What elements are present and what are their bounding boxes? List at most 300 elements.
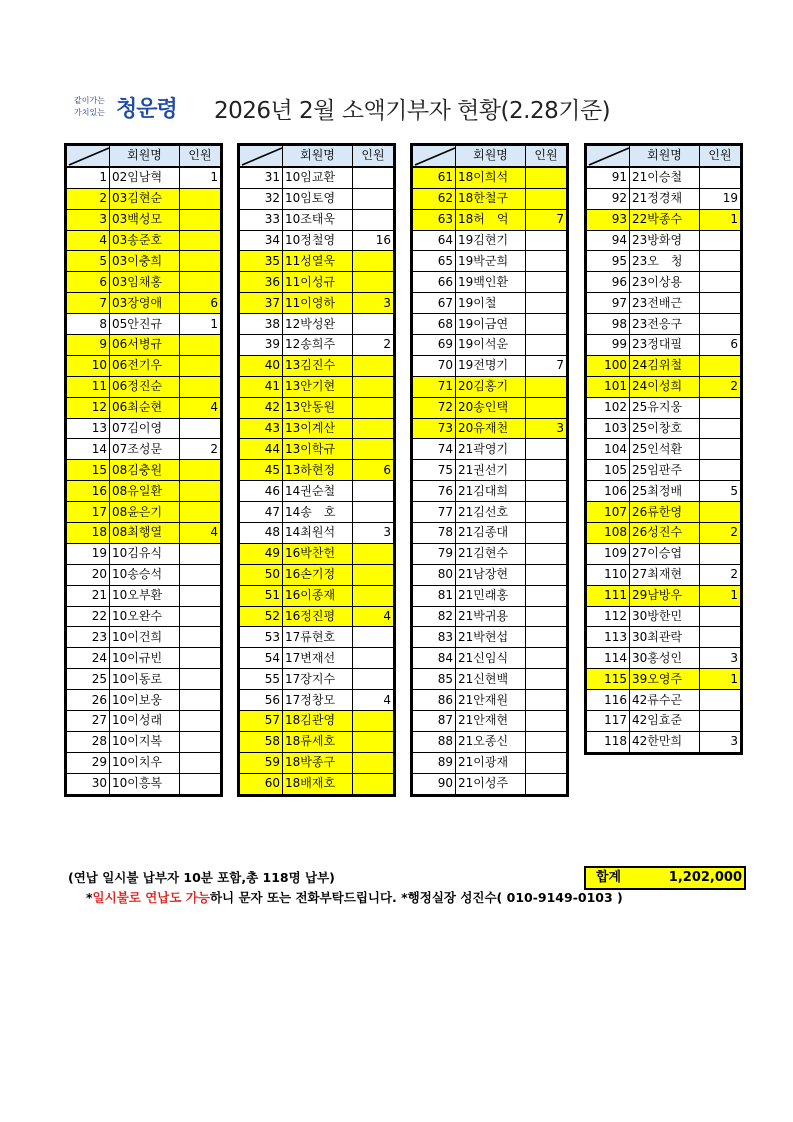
member-name: 21박귀용	[456, 606, 526, 627]
table-row	[66, 669, 222, 690]
row-number: 1	[66, 167, 110, 188]
member-count	[180, 606, 222, 627]
row-number: 60	[239, 773, 283, 795]
member-name: 30방한민	[630, 606, 700, 627]
row-number: 57	[239, 711, 283, 732]
row-number: 18	[66, 523, 110, 544]
member-count	[180, 418, 222, 439]
member-count	[180, 481, 222, 502]
member-name: 25최정배	[630, 481, 700, 502]
member-count	[353, 439, 395, 460]
row-number: 115	[586, 669, 630, 690]
member-count: 1	[180, 167, 222, 188]
member-name: 13하현정	[283, 460, 353, 481]
row-number: 81	[412, 585, 456, 606]
member-name: 05안진규	[110, 314, 180, 335]
row-number: 48	[239, 523, 283, 544]
table-row	[239, 293, 395, 314]
row-number: 17	[66, 502, 110, 523]
member-count: 5	[700, 481, 742, 502]
member-name: 06정진순	[110, 376, 180, 397]
member-count	[180, 209, 222, 230]
row-number: 89	[412, 752, 456, 773]
row-number: 7	[66, 293, 110, 314]
member-count	[526, 335, 568, 356]
table-row	[412, 376, 568, 397]
row-number: 116	[586, 690, 630, 711]
row-number: 108	[586, 523, 630, 544]
row-number: 80	[412, 564, 456, 585]
member-count	[353, 711, 395, 732]
member-name: 14송 호	[283, 502, 353, 523]
row-number: 9	[66, 335, 110, 356]
table-row	[412, 188, 568, 209]
row-number: 83	[412, 627, 456, 648]
table-row	[66, 314, 222, 335]
member-count	[353, 209, 395, 230]
logo-tagline-1: 같이가는	[74, 96, 105, 105]
member-count	[700, 502, 742, 523]
row-number: 97	[586, 293, 630, 314]
table-row	[586, 648, 742, 669]
member-count: 16	[353, 230, 395, 251]
table-row	[66, 606, 222, 627]
row-number: 91	[586, 167, 630, 188]
row-number: 100	[586, 355, 630, 376]
table-row	[412, 564, 568, 585]
member-name: 21이성주	[456, 773, 526, 795]
member-count	[180, 690, 222, 711]
member-count	[700, 439, 742, 460]
table-row	[586, 460, 742, 481]
table-row	[66, 773, 222, 795]
member-count	[180, 251, 222, 272]
member-name: 11이성규	[283, 272, 353, 293]
member-name: 16정진평	[283, 606, 353, 627]
table-row	[239, 230, 395, 251]
table-row	[412, 439, 568, 460]
member-name: 21정경채	[630, 188, 700, 209]
member-count	[180, 460, 222, 481]
member-name: 13이계산	[283, 418, 353, 439]
table-row	[586, 690, 742, 711]
member-name: 42한만희	[630, 731, 700, 753]
member-count	[526, 585, 568, 606]
member-count: 3	[700, 648, 742, 669]
member-count	[180, 230, 222, 251]
member-name: 10조태욱	[283, 209, 353, 230]
table-row	[412, 314, 568, 335]
row-number: 88	[412, 731, 456, 752]
header-corner-cell	[239, 145, 283, 167]
member-count: 4	[353, 690, 395, 711]
member-name: 21남장현	[456, 564, 526, 585]
table-row	[239, 188, 395, 209]
row-number: 3	[66, 209, 110, 230]
member-name: 16이종재	[283, 585, 353, 606]
row-number: 86	[412, 690, 456, 711]
table-row	[239, 167, 395, 188]
member-count	[526, 439, 568, 460]
member-name: 08최행열	[110, 523, 180, 544]
member-count	[700, 460, 742, 481]
table-row	[586, 523, 742, 544]
member-name: 20유재천	[456, 418, 526, 439]
member-count: 4	[180, 397, 222, 418]
table-row	[412, 209, 568, 230]
member-name: 23오 청	[630, 251, 700, 272]
table-row	[586, 397, 742, 418]
row-number: 23	[66, 627, 110, 648]
member-count	[526, 606, 568, 627]
row-number: 84	[412, 648, 456, 669]
row-number: 71	[412, 376, 456, 397]
member-count	[180, 752, 222, 773]
table-row	[66, 397, 222, 418]
table-row	[66, 272, 222, 293]
row-number: 37	[239, 293, 283, 314]
member-name: 20김홍기	[456, 376, 526, 397]
member-count	[353, 773, 395, 795]
member-count: 1	[700, 209, 742, 230]
row-number: 70	[412, 355, 456, 376]
table-row	[586, 376, 742, 397]
row-number: 33	[239, 209, 283, 230]
donor-table-2	[237, 143, 396, 797]
member-name: 18김관영	[283, 711, 353, 732]
member-name: 17류현호	[283, 627, 353, 648]
table-row	[66, 690, 222, 711]
table-row	[586, 481, 742, 502]
table-row	[586, 502, 742, 523]
member-count: 3	[526, 418, 568, 439]
total-value: 1,202,000	[631, 866, 746, 890]
member-name: 26성진수	[630, 523, 700, 544]
table-row	[586, 731, 742, 753]
member-count	[353, 585, 395, 606]
member-count	[526, 167, 568, 188]
table-row	[412, 418, 568, 439]
member-name: 21신현백	[456, 669, 526, 690]
member-name: 18허 억	[456, 209, 526, 230]
member-name: 25임판주	[630, 460, 700, 481]
member-count: 1	[700, 669, 742, 690]
table-row	[66, 355, 222, 376]
member-name: 10이보웅	[110, 690, 180, 711]
row-number: 99	[586, 335, 630, 356]
member-name: 21곽영기	[456, 439, 526, 460]
row-number: 55	[239, 669, 283, 690]
member-count	[700, 418, 742, 439]
member-name: 14권순철	[283, 481, 353, 502]
member-count	[700, 690, 742, 711]
table-row	[239, 669, 395, 690]
table-row	[412, 481, 568, 502]
table-row	[412, 251, 568, 272]
row-number: 21	[66, 585, 110, 606]
table-row	[412, 669, 568, 690]
column-header-name: 회원명	[456, 145, 526, 167]
member-name: 08김충원	[110, 460, 180, 481]
table-row	[412, 543, 568, 564]
row-number: 105	[586, 460, 630, 481]
table-row	[586, 355, 742, 376]
member-name: 07조성문	[110, 439, 180, 460]
member-name: 19이금연	[456, 314, 526, 335]
column-header-count: 인원	[526, 145, 568, 167]
row-number: 24	[66, 648, 110, 669]
member-name: 06서병규	[110, 335, 180, 356]
member-name: 07김이영	[110, 418, 180, 439]
table-row	[586, 606, 742, 627]
row-number: 62	[412, 188, 456, 209]
total-label: 합계	[584, 866, 633, 890]
row-number: 79	[412, 543, 456, 564]
row-number: 8	[66, 314, 110, 335]
member-count	[353, 314, 395, 335]
member-name: 21권선기	[456, 460, 526, 481]
member-name: 30최관락	[630, 627, 700, 648]
member-name: 18배재호	[283, 773, 353, 795]
member-count	[353, 397, 395, 418]
member-name: 13안기현	[283, 376, 353, 397]
table-row	[586, 335, 742, 356]
row-number: 22	[66, 606, 110, 627]
member-name: 16손기정	[283, 564, 353, 585]
table-row	[239, 648, 395, 669]
table-row	[412, 773, 568, 795]
member-count: 2	[700, 564, 742, 585]
row-number: 15	[66, 460, 110, 481]
member-name: 18한철구	[456, 188, 526, 209]
member-count	[700, 251, 742, 272]
member-count	[526, 188, 568, 209]
member-name: 21김현수	[456, 543, 526, 564]
table-row	[66, 752, 222, 773]
member-count	[353, 167, 395, 188]
member-name: 19박군희	[456, 251, 526, 272]
row-number: 28	[66, 731, 110, 752]
table-row	[66, 731, 222, 752]
member-name: 23전응구	[630, 314, 700, 335]
row-number: 110	[586, 564, 630, 585]
table-row	[66, 502, 222, 523]
table-row	[66, 209, 222, 230]
footer-contact-note	[86, 888, 623, 906]
member-count	[526, 523, 568, 544]
member-count: 6	[180, 293, 222, 314]
member-count	[526, 293, 568, 314]
member-count	[180, 188, 222, 209]
header-corner-cell	[586, 145, 630, 167]
member-name: 23전배근	[630, 293, 700, 314]
member-name: 10이흥복	[110, 773, 180, 795]
table-row	[412, 335, 568, 356]
member-count	[180, 731, 222, 752]
row-number: 87	[412, 711, 456, 732]
member-count	[353, 627, 395, 648]
member-count	[353, 481, 395, 502]
row-number: 68	[412, 314, 456, 335]
table-row	[66, 543, 222, 564]
table-row	[66, 564, 222, 585]
row-number: 111	[586, 585, 630, 606]
table-row	[412, 272, 568, 293]
member-name: 26류한영	[630, 502, 700, 523]
table-row	[586, 272, 742, 293]
member-count: 19	[700, 188, 742, 209]
donor-table-3	[410, 143, 569, 797]
member-count	[353, 376, 395, 397]
column-header-count: 인원	[353, 145, 395, 167]
column-header-name: 회원명	[110, 145, 180, 167]
row-number: 67	[412, 293, 456, 314]
member-count	[353, 188, 395, 209]
member-name: 03장영애	[110, 293, 180, 314]
header-corner-cell	[66, 145, 110, 167]
member-count	[353, 669, 395, 690]
row-number: 93	[586, 209, 630, 230]
member-count	[180, 502, 222, 523]
table-row	[239, 335, 395, 356]
row-number: 45	[239, 460, 283, 481]
table-row	[66, 230, 222, 251]
row-number: 103	[586, 418, 630, 439]
member-name: 27이승엽	[630, 543, 700, 564]
member-count	[700, 627, 742, 648]
member-name: 08유일환	[110, 481, 180, 502]
table-row	[412, 355, 568, 376]
table-row	[586, 188, 742, 209]
row-number: 52	[239, 606, 283, 627]
member-count: 2	[700, 523, 742, 544]
table-row	[586, 711, 742, 732]
member-count	[700, 543, 742, 564]
member-count	[700, 606, 742, 627]
footer-note: (연납 일시불 납부자 10분 포함,총 118명 납부)	[68, 870, 335, 885]
member-count: 6	[353, 460, 395, 481]
row-number: 117	[586, 711, 630, 732]
row-number: 10	[66, 355, 110, 376]
row-number: 40	[239, 355, 283, 376]
table-row	[239, 731, 395, 752]
table-row	[66, 439, 222, 460]
member-count: 7	[526, 209, 568, 230]
member-name: 10오완수	[110, 606, 180, 627]
member-name: 42류수곤	[630, 690, 700, 711]
row-number: 31	[239, 167, 283, 188]
row-number: 78	[412, 523, 456, 544]
table-row	[412, 502, 568, 523]
member-name: 21이광재	[456, 752, 526, 773]
table-row	[239, 711, 395, 732]
member-name: 03김현순	[110, 188, 180, 209]
member-count	[700, 397, 742, 418]
member-count	[353, 731, 395, 752]
member-count	[180, 648, 222, 669]
table-row	[66, 376, 222, 397]
row-number: 82	[412, 606, 456, 627]
member-count	[700, 314, 742, 335]
member-count	[700, 230, 742, 251]
row-number: 26	[66, 690, 110, 711]
member-count: 1	[700, 585, 742, 606]
table-row	[239, 314, 395, 335]
member-name: 12박성완	[283, 314, 353, 335]
table-row	[412, 648, 568, 669]
member-count	[526, 627, 568, 648]
member-count	[526, 543, 568, 564]
member-name: 17변재선	[283, 648, 353, 669]
member-count	[700, 167, 742, 188]
row-number: 42	[239, 397, 283, 418]
member-count: 4	[353, 606, 395, 627]
member-name: 13안동원	[283, 397, 353, 418]
row-number: 19	[66, 543, 110, 564]
row-number: 58	[239, 731, 283, 752]
member-count	[180, 543, 222, 564]
member-count	[353, 564, 395, 585]
row-number: 59	[239, 752, 283, 773]
member-count	[526, 648, 568, 669]
member-count	[180, 585, 222, 606]
member-count	[526, 773, 568, 795]
table-row	[586, 167, 742, 188]
table-row	[239, 209, 395, 230]
row-number: 44	[239, 439, 283, 460]
member-count: 3	[353, 293, 395, 314]
table-row	[239, 690, 395, 711]
member-count	[180, 627, 222, 648]
member-count	[180, 272, 222, 293]
row-number: 47	[239, 502, 283, 523]
row-number: 113	[586, 627, 630, 648]
member-count	[180, 773, 222, 795]
table-row	[586, 230, 742, 251]
member-count	[180, 711, 222, 732]
member-count: 3	[700, 731, 742, 753]
table-row	[239, 481, 395, 502]
member-count: 3	[353, 523, 395, 544]
member-name: 03백성모	[110, 209, 180, 230]
member-name: 10임교환	[283, 167, 353, 188]
member-count	[526, 481, 568, 502]
table-row	[66, 585, 222, 606]
member-count: 2	[700, 376, 742, 397]
row-number: 2	[66, 188, 110, 209]
row-number: 61	[412, 167, 456, 188]
row-number: 20	[66, 564, 110, 585]
row-number: 38	[239, 314, 283, 335]
page-title: 2026년 2월 소액기부자 현황(2.28기준)	[214, 98, 611, 124]
table-row	[66, 460, 222, 481]
row-number: 27	[66, 711, 110, 732]
table-row	[239, 355, 395, 376]
row-number: 46	[239, 481, 283, 502]
note-asterisk: *	[86, 890, 93, 905]
member-count	[353, 543, 395, 564]
member-name: 29남방우	[630, 585, 700, 606]
member-count	[526, 460, 568, 481]
table-row	[239, 606, 395, 627]
row-number: 65	[412, 251, 456, 272]
column-header-count: 인원	[700, 145, 742, 167]
table-row	[412, 523, 568, 544]
donor-table-4	[584, 143, 743, 755]
table-row	[412, 690, 568, 711]
member-name: 13김진수	[283, 355, 353, 376]
member-name: 21김대희	[456, 481, 526, 502]
